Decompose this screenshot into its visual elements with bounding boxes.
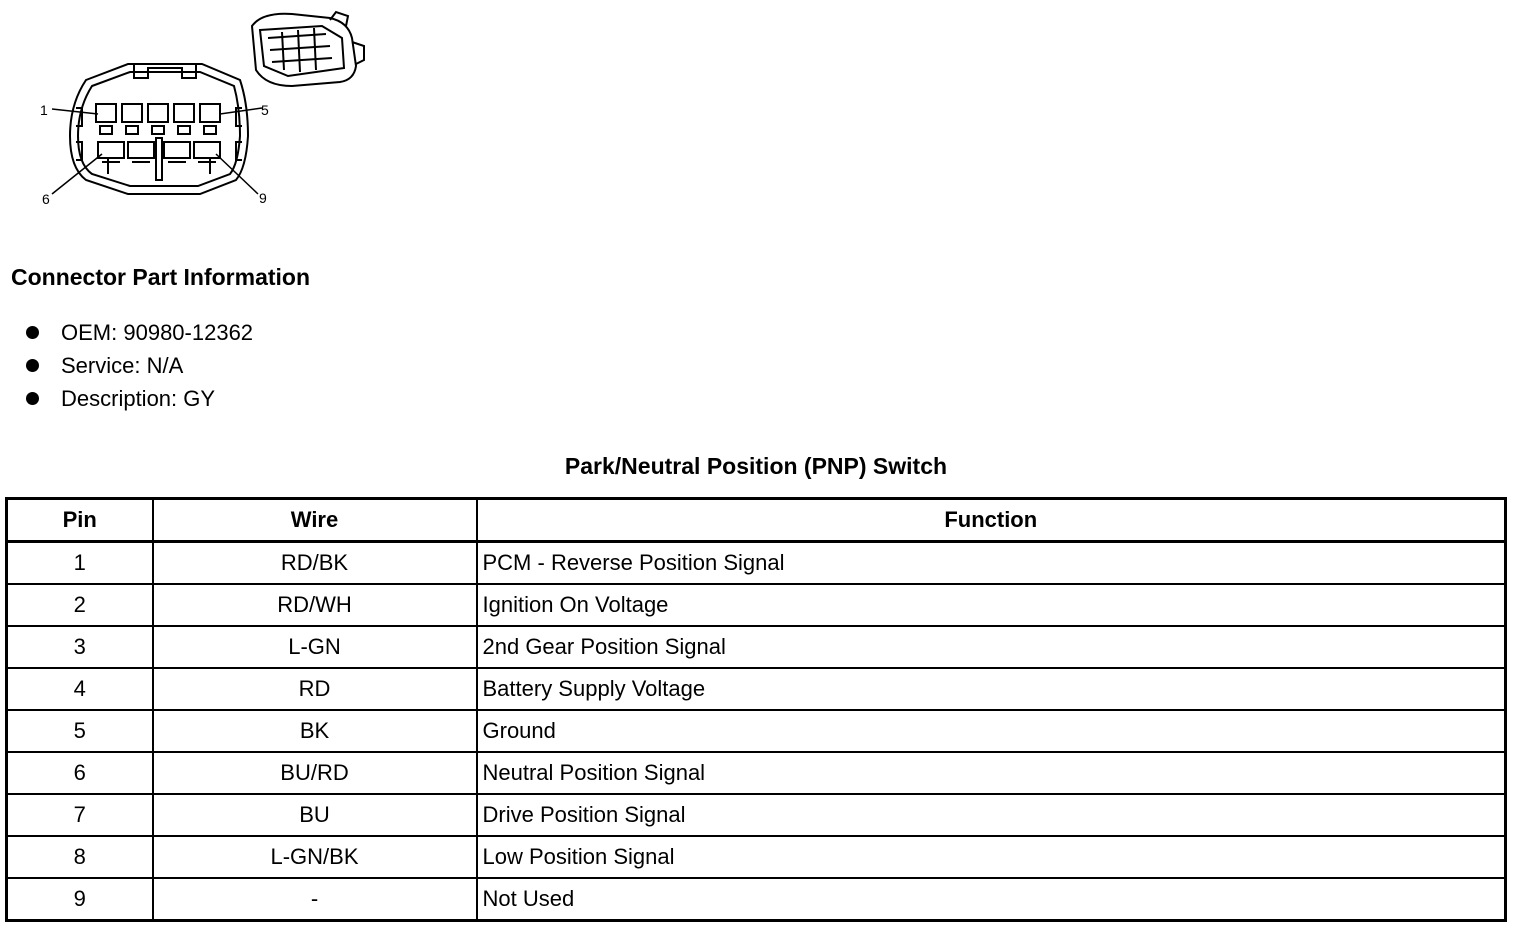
info-value: N/A — [146, 353, 184, 378]
info-item-service: Service: N/A — [26, 349, 253, 382]
connector-illustration — [30, 8, 375, 213]
table-row — [7, 794, 1506, 836]
function-cell: Ground — [477, 710, 1506, 752]
info-item-description: Description: GY — [26, 382, 253, 415]
function-cell: Drive Position Signal — [477, 794, 1506, 836]
table-title: Park/Neutral Position (PNP) Switch — [564, 453, 948, 479]
function-cell: Neutral Position Signal — [477, 752, 1506, 794]
function-cell: Low Position Signal — [477, 836, 1506, 878]
table-row — [7, 668, 1506, 710]
function-cell: Ignition On Voltage — [477, 584, 1506, 626]
wire-cell: RD — [153, 668, 477, 710]
pin-cell: 6 — [7, 752, 153, 794]
function-cell: 2nd Gear Position Signal — [477, 626, 1506, 668]
pin-label-5: 5 — [261, 102, 269, 118]
pin-cell: 1 — [7, 542, 153, 585]
connector-3d-view — [252, 12, 364, 86]
table-header-row — [7, 499, 1506, 542]
pin-cell: 9 — [7, 878, 153, 921]
info-label: Description — [61, 386, 172, 411]
function-cell: Not Used — [477, 878, 1506, 921]
table-row — [7, 710, 1506, 752]
header-wire: Wire — [153, 499, 477, 542]
pin-cell: 2 — [7, 584, 153, 626]
info-item-oem: OEM: 90980-12362 — [26, 316, 253, 349]
pin-label-6: 6 — [42, 191, 50, 207]
wire-cell: L-GN/BK — [153, 836, 477, 878]
wire-cell: RD/BK — [153, 542, 477, 585]
header-function: Function — [477, 499, 1506, 542]
pin-cell: 5 — [7, 710, 153, 752]
bullet-icon — [26, 359, 39, 372]
connector-face — [52, 64, 262, 194]
pin-label-9: 9 — [259, 190, 267, 206]
wire-cell: RD/WH — [153, 584, 477, 626]
wire-cell: BU — [153, 794, 477, 836]
pin-table — [5, 497, 1507, 922]
info-label: OEM — [61, 320, 112, 345]
connector-info-list — [26, 316, 253, 415]
info-value: GY — [183, 386, 216, 411]
pin-cell: 7 — [7, 794, 153, 836]
wire-cell: - — [153, 878, 477, 921]
wire-cell: L-GN — [153, 626, 477, 668]
table-row — [7, 836, 1506, 878]
header-pin: Pin — [7, 499, 153, 542]
table-row — [7, 584, 1506, 626]
bullet-icon — [26, 392, 39, 405]
wire-cell: BK — [153, 710, 477, 752]
table-row — [7, 878, 1506, 921]
table-row — [7, 542, 1506, 585]
bullet-icon — [26, 326, 39, 339]
wire-cell: BU/RD — [153, 752, 477, 794]
info-label: Service — [61, 353, 135, 378]
pin-cell: 3 — [7, 626, 153, 668]
pin-label-1: 1 — [40, 102, 48, 118]
function-cell: Battery Supply Voltage — [477, 668, 1506, 710]
connector-info-heading: Connector Part Information — [11, 264, 311, 290]
table-row — [7, 752, 1506, 794]
table-row — [7, 626, 1506, 668]
pin-cell: 8 — [7, 836, 153, 878]
info-value: 90980-12362 — [123, 320, 254, 345]
function-cell: PCM - Reverse Position Signal — [477, 542, 1506, 585]
pin-cell: 4 — [7, 668, 153, 710]
